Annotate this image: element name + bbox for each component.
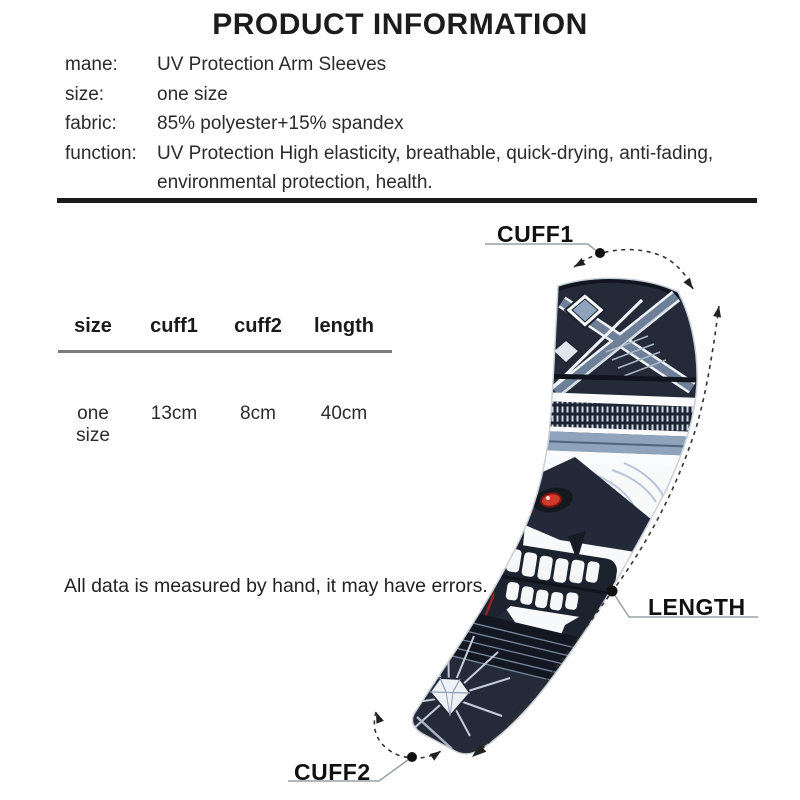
header-cuff1: cuff1 [150, 315, 198, 337]
spec-label: mane: [65, 54, 118, 75]
sleeve-graphic [392, 278, 700, 754]
cuff1-label: CUFF1 [497, 221, 574, 247]
stripe-bands [540, 392, 700, 470]
cell-size: one size [76, 402, 110, 446]
header-size: size [74, 315, 112, 337]
spec-value: one size [157, 83, 228, 105]
spec-value: 85% polyester+15% spandex [157, 113, 404, 134]
spec-value: UV Protection Arm Sleeves [157, 54, 387, 75]
page-title: PRODUCT INFORMATION [212, 8, 588, 41]
cell-length: 40cm [320, 402, 368, 424]
header-cuff2: cuff2 [234, 315, 282, 337]
function-line-2: environmental protection, health. [157, 172, 433, 193]
cell-cuff2: 8cm [240, 402, 276, 424]
length-label: LENGTH [648, 594, 746, 620]
spec-label: fabric: [65, 113, 117, 134]
spec-label: function: [65, 142, 137, 164]
cuff2-label: CUFF2 [294, 759, 371, 785]
spec-label: size: [65, 83, 105, 105]
cell-cuff1: 13cm [150, 402, 198, 424]
function-line-1: UV Protection High elasticity, breathable, quick-drying, anti-fading, [157, 142, 714, 164]
measurement-note: All data is measured by hand, it may have errors. [64, 575, 488, 597]
header-length: length [314, 315, 374, 337]
